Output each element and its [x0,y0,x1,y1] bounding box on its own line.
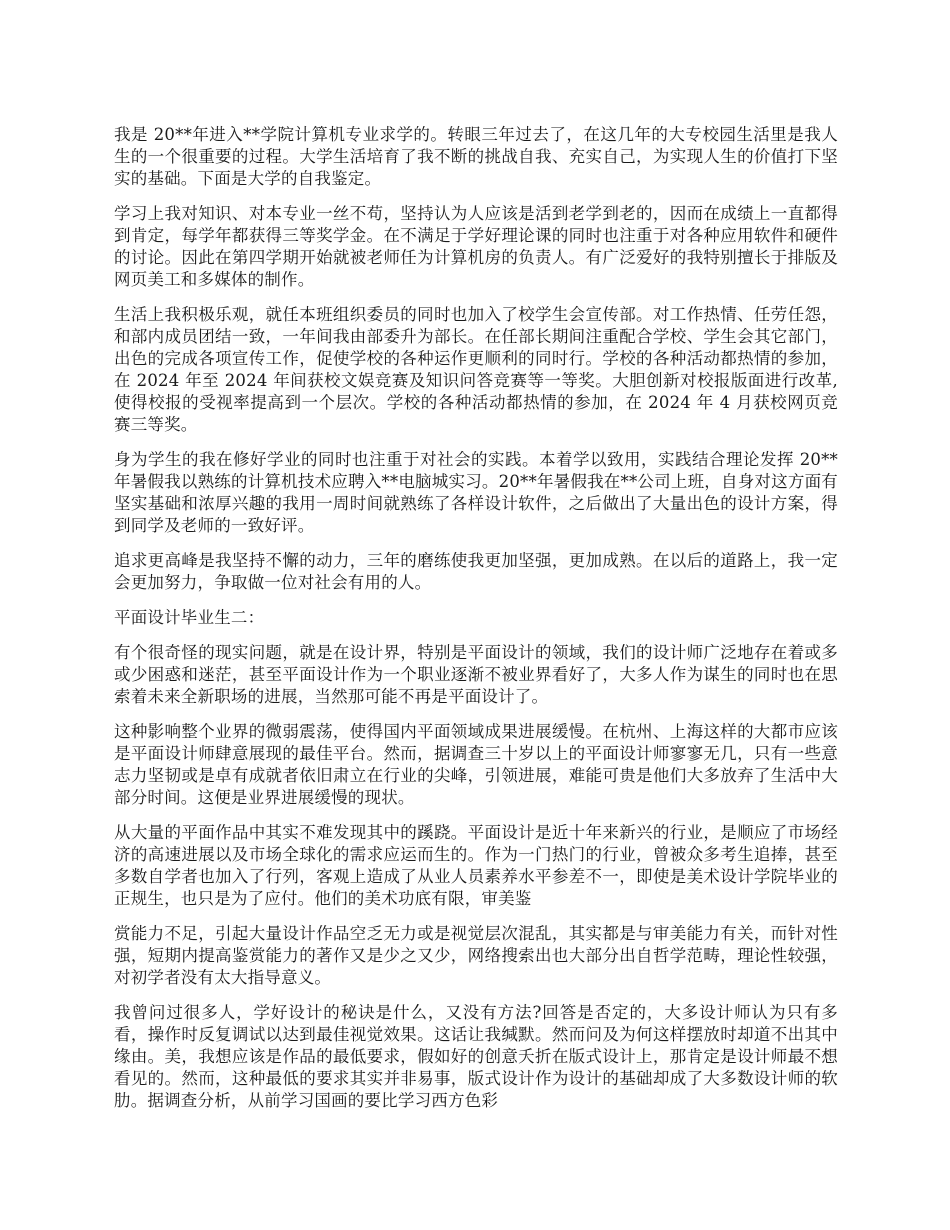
paragraph-practice: 身为学生的我在修好学业的同时也注重于对社会的实践。本着学以致用，实践结合理论发挥 20**年暑假我以熟练的计算机技术应聘入**电脑城实习。20**年暑假我在**公司上班，自身对这方面有坚实基础和浓厚兴趣的我用一周时间就熟练了各样设计软件，之后做出了大量出色的设计方案，得到同学及老师的一致好评。 [114,450,838,535]
document-body [114,124,838,1125]
paragraph-industry-problem: 有个很奇怪的现实问题，就是在设计界，特别是平面设计的领域，我们的设计师广泛地存在着或多或少困惑和迷茫，甚至平面设计作为一个职业逐渐不被业界看好了，大多人作为谋生的同时也在思索着未来全新职场的进展，当然那可能不再是平面设计了。 [114,643,838,706]
paragraph-industry-analysis: 从大量的平面作品中其实不难发现其中的蹊跷。平面设计是近十年来新兴的行业，是顺应了市场经济的高速进展以及市场全球化的需求应运而生的。作为一门热门的行业，曾被众多考生追捧，甚至多数自学者也加入了行列，客观上造成了从业人员素养水平参差不一，即使是美术设计学院毕业的正规生，也只是为了应付。他们的美术功底有限，审美鉴 [114,823,838,908]
paragraph-study: 学习上我对知识、对本专业一丝不苟，坚持认为人应该是活到老学到老的，因而在成绩上一直都得到肯定，每学年都获得三等奖学金。在不满足于学好理论课的同时也注重于对各种应用软件和硬件的讨论。因此在第四学期开始就被老师任为计算机房的负责人。有广泛爱好的我特别擅长于排版及网页美工和多媒体的制作。 [114,204,838,289]
section-heading: 平面设计毕业生二： [114,608,265,627]
paragraph-industry-status: 这种影响整个业界的微弱震荡，使得国内平面领域成果进展缓慢。在杭州、上海这样的大都市应该是平面设计师肆意展现的最佳平台。然而，据调查三十岁以上的平面设计师寥寥无几，只有一些意志力坚韧或是卓有成就者依旧肃立在行业的尖峰，引领进展，难能可贵是他们大多放弃了生活中大部分时间。这便是业界进展缓慢的现状。 [114,722,838,807]
paragraph-self-introduction: 我是 20**年进入**学院计算机专业求学的。转眼三年过去了，在这几年的大专校园生活里是我人生的一个很重要的过程。大学生活培育了我不断的挑战自我、充实自己，为实现人生的价值打下坚实的基础。下面是大学的自我鉴定。 [114,125,838,188]
paragraph-design-secret: 我曾问过很多人，学好设计的秘诀是什么，又没有方法?回答是否定的，大多设计师认为只有多看，操作时反复调试以达到最佳视觉效果。这话让我缄默。然而问及为何这样摆放时却道不出其中缘由。美，我想应该是作品的最低要求，假如好的创意夭折在版式设计上，那肯定是设计师最不想看见的。然而，这种最低的要求其实并非易事，版式设计作为设计的基础却成了大多数设计师的软肋。据调查分析，从前学习国画的要比学习西方色彩 [114,1003,838,1110]
paragraph-life: 生活上我积极乐观，就任本班组织委员的同时也加入了校学生会宣传部。对工作热情、任劳任怨，和部内成员团结一致，一年间我由部委升为部长。在任部长期间注重配合学校、学生会其它部门，出色的完成各项宣传工作，促使学校的各种运作更顺利的同时行。学校的各种活动都热情的参加，在 2024 年至 2024 年间获校文娱竞赛及知识问答竞赛等一等奖。大胆创新对校报版面进行改革,使得校报的受视率提高到一个层次。学校的各种活动都热情的参加，在 2024 年 4 月获校网页竞赛三等奖。 [114,305,838,434]
paragraph-aesthetic-ability: 赏能力不足，引起大量设计作品空乏无力或是视觉层次混乱，其实都是与审美能力有关，而针对性强，短期内提高鉴赏能力的著作又是少之又少，网络搜索出也大部分出自哲学范畴，理论性较强，对初学者没有太大指导意义。 [114,924,838,987]
paragraph-conclusion: 追求更高峰是我坚持不懈的动力，三年的磨练使我更加坚强，更加成熟。在以后的道路上，我一定会更加努力，争取做一位对社会有用的人。 [114,551,838,592]
